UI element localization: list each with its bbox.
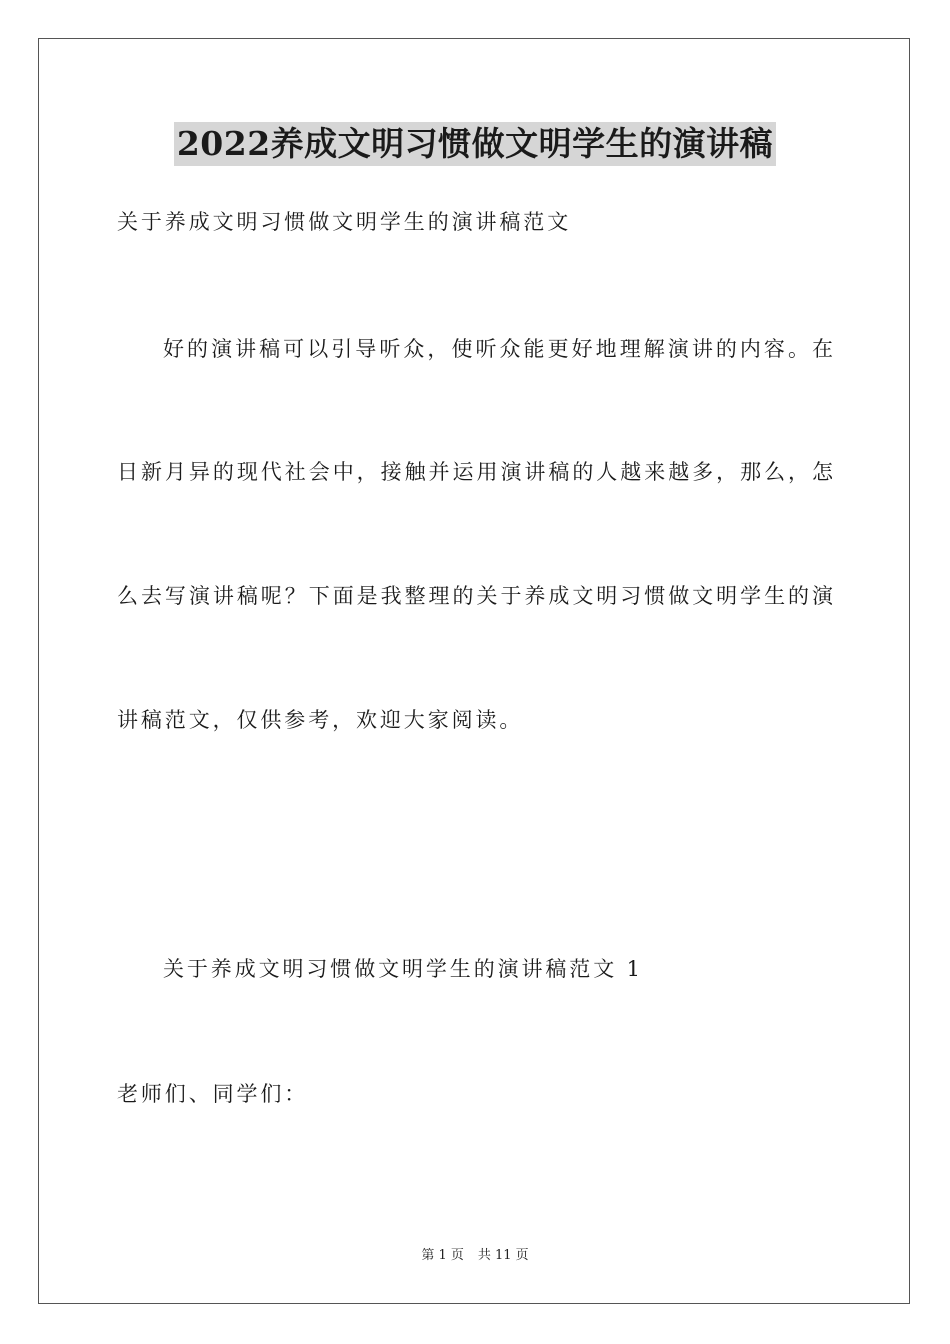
paragraph-line-1: 好的演讲稿可以引导听众，使听众能更好地理解演讲的内容。在 — [163, 337, 833, 361]
paragraph-line-2: 日新月异的现代社会中，接触并运用演讲稿的人越来越多，那么，怎 — [117, 460, 833, 484]
section-heading: 关于养成文明习惯做文明学生的演讲稿范文 1 — [163, 957, 643, 981]
document-subtitle: 关于养成文明习惯做文明学生的演讲稿范文 — [117, 210, 572, 234]
current-page-label: 第 1 页 — [421, 1248, 464, 1263]
page-footer — [0, 1249, 950, 1262]
salutation: 老师们、同学们： — [117, 1082, 309, 1106]
document-title — [0, 122, 950, 166]
paragraph-line-4: 讲稿范文，仅供参考，欢迎大家阅读。 — [117, 708, 524, 732]
document-title-text: 2022养成文明习惯做文明学生的演讲稿 — [174, 122, 776, 166]
total-pages-label: 共 11 页 — [477, 1248, 529, 1263]
paragraph-line-3: 么去写演讲稿呢？下面是我整理的关于养成文明习惯做文明学生的演 — [117, 584, 833, 608]
